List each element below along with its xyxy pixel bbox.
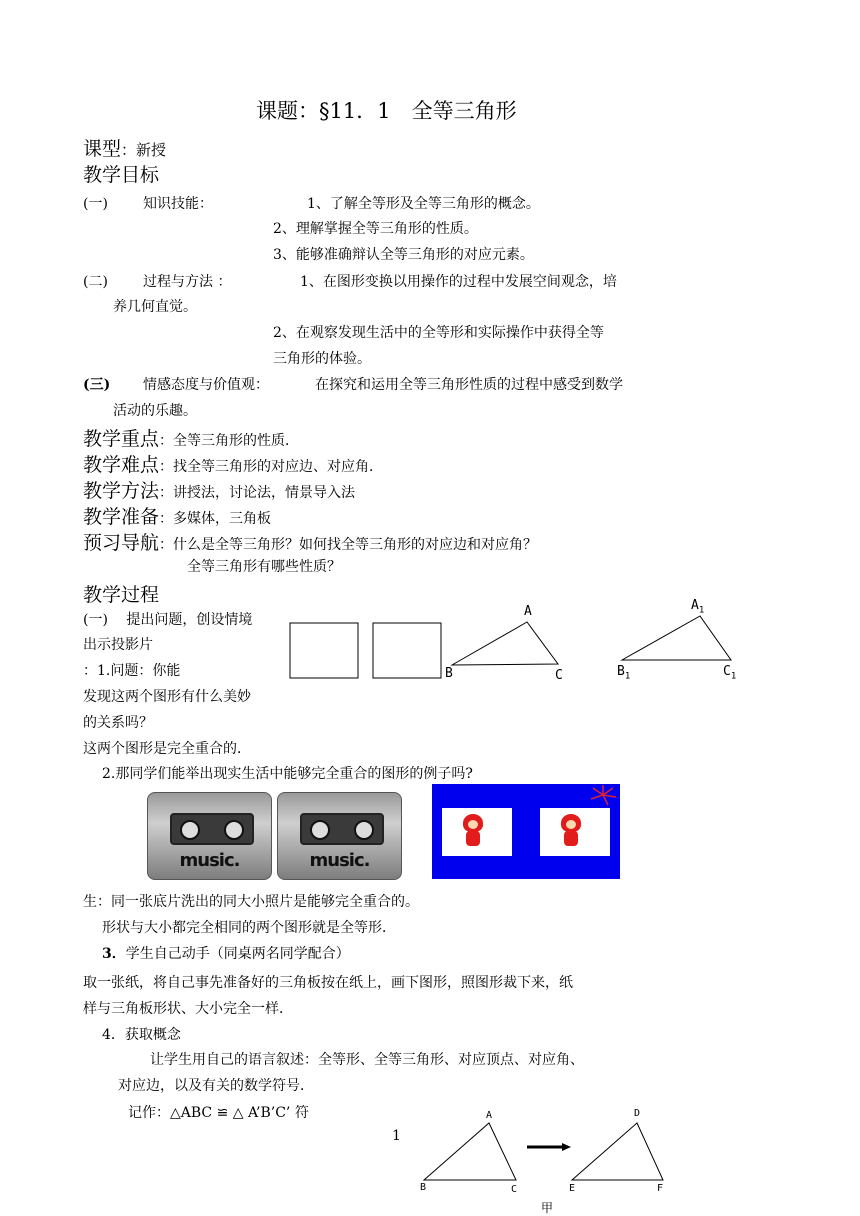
preview-line1: ：什么是全等三角形？如何找全等三角形的对应边和对应角？: [159, 537, 538, 553]
step3-title: 学生自己动手（同桌两名同学配合）: [125, 946, 350, 962]
cassette-label: music.: [309, 850, 370, 871]
label-C: C: [555, 668, 563, 683]
obj2-item2b: 三角形的体验。: [273, 351, 371, 367]
course-type-value: ：新授: [121, 141, 167, 159]
fig2-label-B: B: [420, 1182, 427, 1193]
step4-heading: 4．获取概念: [102, 1027, 181, 1043]
fig2-label-E: E: [569, 1183, 576, 1194]
process-heading: 教学过程: [83, 584, 160, 606]
difficulty-label: 教学难点: [83, 454, 160, 476]
key-point-label: 教学重点: [83, 428, 160, 450]
section1-q2: 2.那同学们能举出现实生活中能够完全重合的图形的例子吗?: [102, 766, 473, 782]
step3-num: 3．: [102, 946, 126, 962]
page-title: 课题：§11．1 全等三角形: [256, 99, 517, 123]
label-B1: $B_1$: [617, 664, 631, 682]
triangle-def-fig2: [572, 1123, 663, 1180]
difficulty-value: ：找全等三角形的对应边、对应角．: [159, 459, 384, 475]
page-number: 1: [392, 1128, 401, 1144]
obj1-item2: 2、理解掌握全等三角形的性质。: [273, 221, 478, 237]
answer2: 形状与大小都完全相同的两个图形就是全等形．: [102, 920, 396, 936]
obj3-label: 情感态度与价值观：: [143, 377, 269, 393]
fig2-label-D: D: [634, 1108, 641, 1119]
fig2-label-A: A: [486, 1110, 493, 1121]
obj1-label: 知识技能：: [143, 196, 213, 212]
section1-l4: 的关系吗？: [83, 715, 153, 731]
section1-l2: ：1.问题：你能: [83, 663, 181, 679]
step3-l2: 样与三角板形状、大小完全一样．: [83, 1001, 293, 1017]
fig2-caption: 甲: [541, 1201, 554, 1215]
step4-l1: 让学生用自己的语言叙述：全等形、全等三角形、对应顶点、对应角、: [150, 1052, 584, 1068]
key-point-value: ：全等三角形的性质．: [159, 433, 300, 449]
label-B: B: [445, 666, 453, 681]
obj2-label: 过程与方法 ：: [143, 274, 232, 290]
preview-label: 预习导航: [83, 532, 160, 554]
obj3-text-a: 在探究和运用全等三角形性质的过程中感受到数学: [315, 377, 623, 393]
section1-l3: 发现这两个图形有什么美妙: [83, 689, 251, 705]
obj3-num: (三): [83, 377, 111, 393]
section1-heading: (一) 提出问题，创设情境: [83, 612, 253, 628]
obj2-num: (二): [83, 274, 108, 290]
methods-label: 教学方法: [83, 480, 160, 502]
cassette-label: music.: [179, 850, 240, 871]
obj3-text-b: 活动的乐趣。: [113, 403, 197, 419]
fig2-label-C: C: [511, 1184, 518, 1195]
methods-value: ：讲授法，讨论法，情景导入法: [159, 485, 356, 501]
obj2-item1a: 1、在图形变换以用操作的过程中发展空间观念，培: [300, 274, 617, 290]
notation-line: 记作：△ABC ≌ △ A’B’C’ 符: [128, 1105, 309, 1121]
section1-l5: 这两个图形是完全重合的．: [83, 741, 251, 757]
obj1-item1: 1、了解全等形及全等三角形的概念。: [307, 196, 540, 212]
triangle-abc-fig2: [424, 1123, 516, 1180]
fig2-label-F: F: [657, 1183, 664, 1194]
obj2-item2a: 2、在观察发现生活中的全等形和实际操作中获得全等: [273, 325, 604, 341]
prep-label: 教学准备: [83, 506, 160, 528]
answer1: 生：同一张底片洗出的同大小照片是能够完全重合的。: [83, 894, 419, 910]
section1-l1: 出示投影片: [83, 637, 153, 653]
prep-value: ：多媒体，三角板: [159, 511, 272, 527]
arrow-icon: [562, 1143, 571, 1151]
preview-line2: 全等三角形有哪些性质？: [187, 559, 341, 575]
objectives-heading: 教学目标: [83, 164, 160, 186]
course-type-label: 课型: [83, 138, 122, 160]
step3-l1: 取一张纸，将自己事先准备好的三角板按在纸上，画下图形，照图形裁下来，纸: [83, 975, 573, 991]
label-C1: $C_1$: [723, 664, 737, 682]
obj2-item1b: 养几何直觉。: [113, 299, 197, 315]
label-A: A: [524, 604, 532, 619]
step4-l2: 对应边，以及有关的数学符号．: [118, 1078, 314, 1094]
label-A1: $A_1$: [691, 598, 705, 616]
obj1-num: (一): [83, 196, 108, 212]
obj1-item3: 3、能够准确辩认全等三角形的对应元素。: [273, 247, 534, 263]
